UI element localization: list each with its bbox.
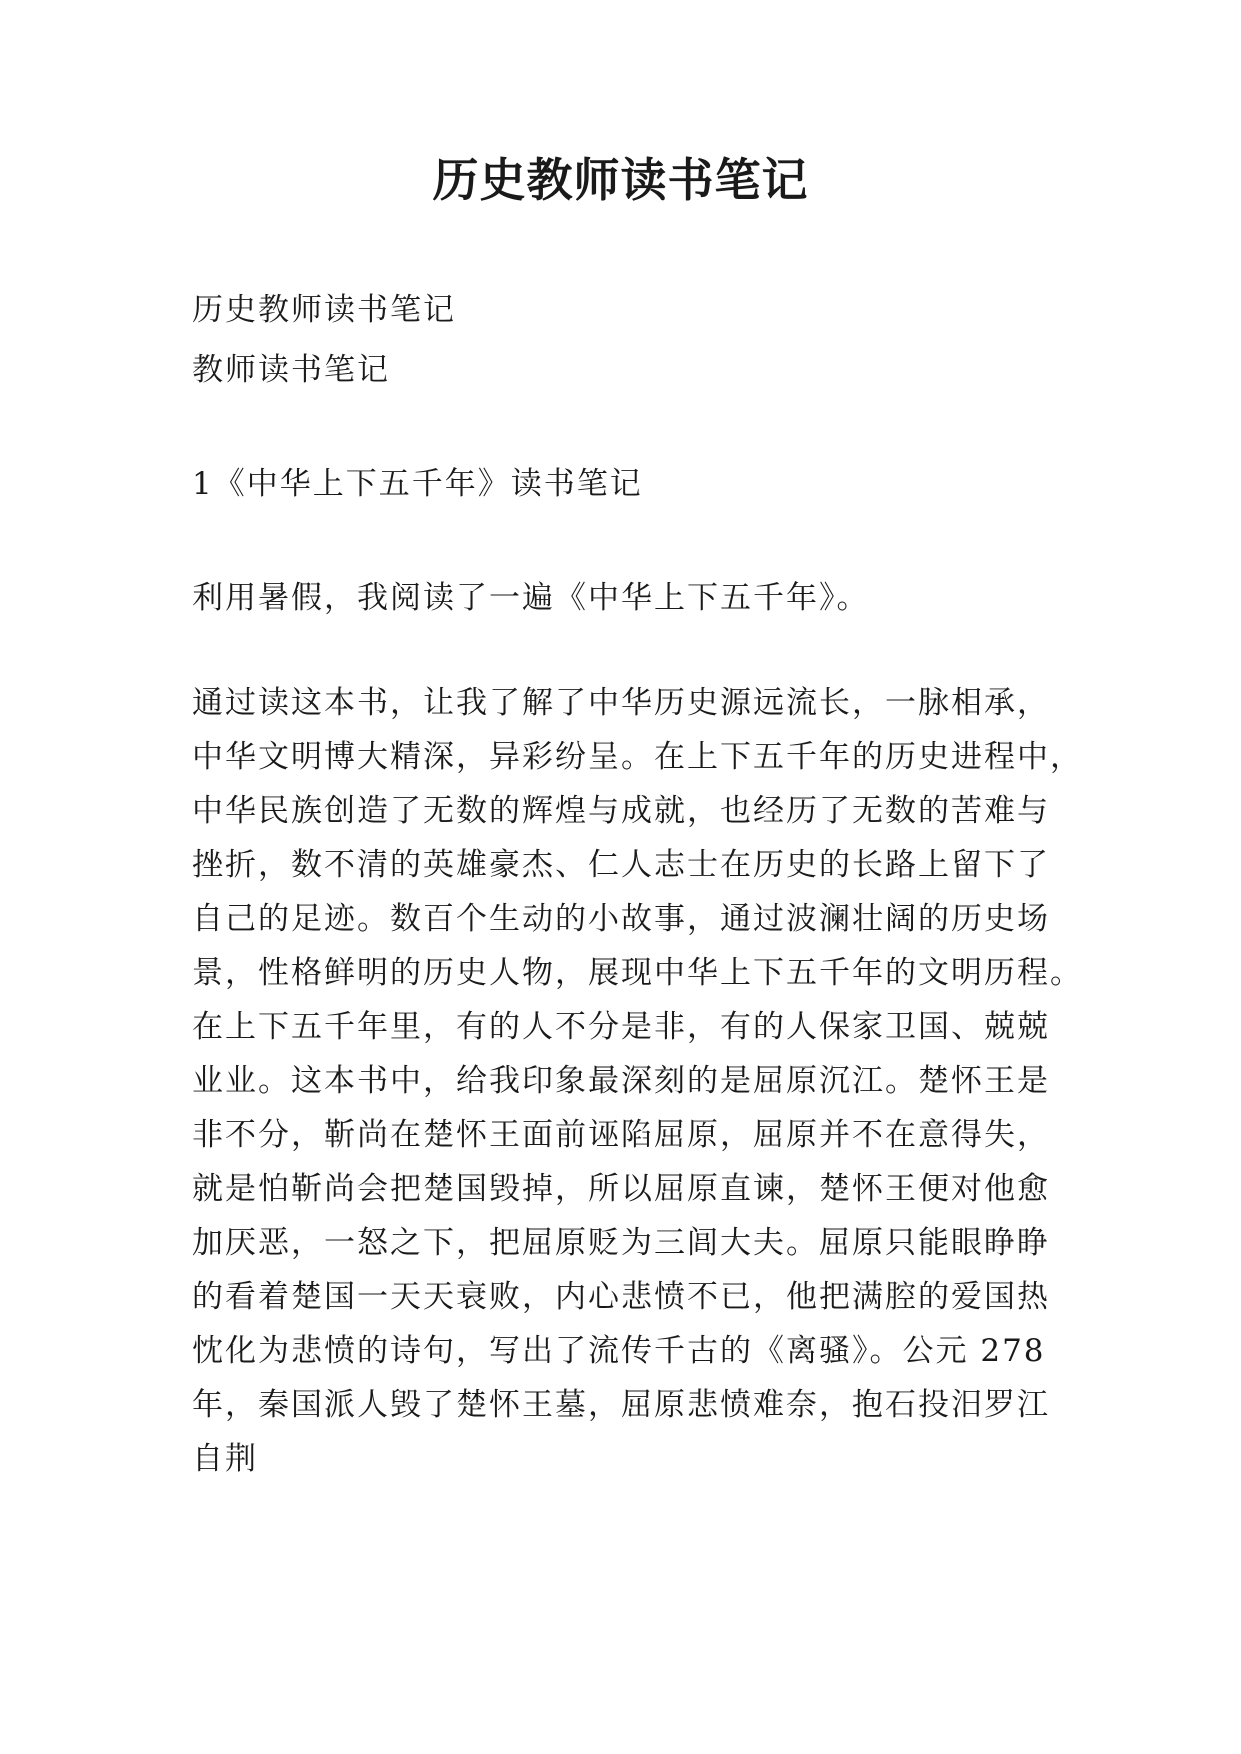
body-line: 通过读这本书，让我了解了中华历史源远流长，一脉相承， (192, 685, 1050, 721)
body-line: 自荆 (192, 1441, 258, 1477)
document-title: 历史教师读书笔记 (432, 153, 809, 207)
body-line: 业业。这本书中，给我印象最深刻的是屈原沉江。楚怀王是 (192, 1063, 1050, 1099)
body-line: 景，性格鲜明的历史人物，展现中华上下五千年的文明历程。 (192, 955, 1083, 991)
intro-paragraph: 利用暑假，我阅读了一遍《中华上下五千年》。 (192, 580, 870, 616)
body-line: 挫折，数不清的英雄豪杰、仁人志士在历史的长路上留下了 (192, 847, 1050, 883)
body-paragraph (192, 676, 1083, 1486)
body-line: 就是怕靳尚会把楚国毁掉，所以屈原直谏，楚怀王便对他愈 (192, 1171, 1050, 1207)
subtitle-line-2: 教师读书笔记 (192, 352, 390, 388)
body-line: 忱化为悲愤的诗句，写出了流传千古的《离骚》。公元 278 (192, 1333, 1046, 1369)
body-line: 年，秦国派人毁了楚怀王墓，屈原悲愤难奈，抱石投汨罗江 (192, 1387, 1050, 1423)
body-line: 加厌恶，一怒之下，把屈原贬为三闾大夫。屈原只能眼睁睁 (192, 1225, 1050, 1261)
body-line: 在上下五千年里，有的人不分是非，有的人保家卫国、兢兢 (192, 1009, 1050, 1045)
subtitle-line-1: 历史教师读书笔记 (192, 292, 456, 328)
body-line: 中华文明博大精深，异彩纷呈。在上下五千年的历史进程中， (192, 739, 1083, 775)
section-heading: 1《中华上下五千年》读书笔记 (192, 466, 643, 502)
body-line: 非不分，靳尚在楚怀王面前诬陷屈原，屈原并不在意得失， (192, 1117, 1050, 1153)
body-line: 自己的足迹。数百个生动的小故事，通过波澜壮阔的历史场 (192, 901, 1050, 937)
body-line: 中华民族创造了无数的辉煌与成就，也经历了无数的苦难与 (192, 793, 1050, 829)
body-line: 的看着楚国一天天衰败，内心悲愤不已，他把满腔的爱国热 (192, 1279, 1050, 1315)
